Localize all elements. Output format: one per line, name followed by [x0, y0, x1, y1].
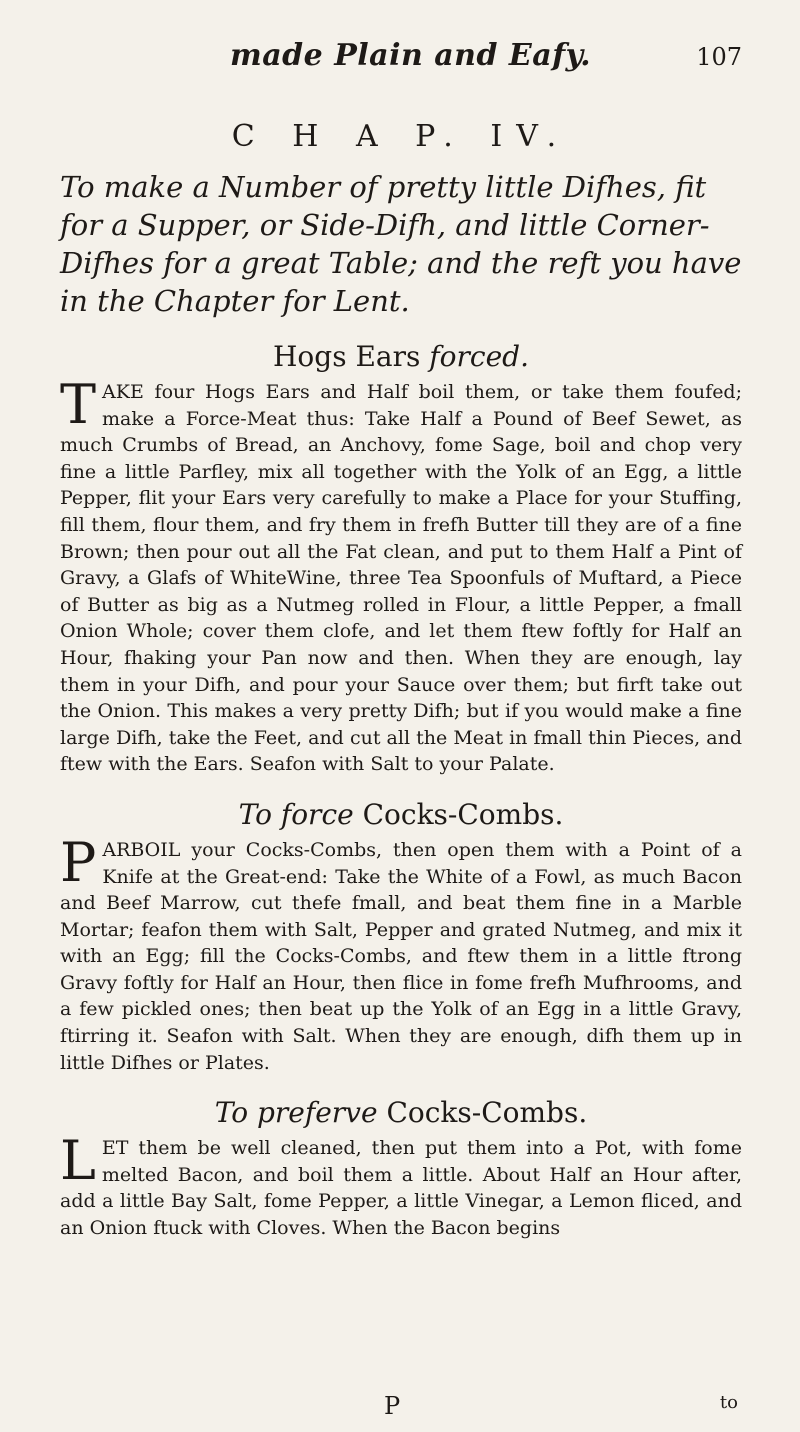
- recipe-preserve-cocks-combs: [60, 1096, 742, 1241]
- recipe-title-italic: forced.: [429, 340, 529, 373]
- recipe-title-roman: Hogs Ears: [273, 340, 430, 373]
- recipe-hogs-ears: [60, 340, 742, 778]
- drop-cap: T: [60, 373, 97, 436]
- catchword: to: [719, 1392, 738, 1413]
- recipe-text: AKE four Hogs Ears and Half boil them, or take them foufed; make a Force-Meat thus: Take Half a Pound of Beef Sewet, as much Crumbs of Bread, an Anchovy, fome Sage, boil and chop very fine a little Parfley, mix all together with the Yolk of an Egg, a little Pepper, flit your Ears very carefully to make a Place for your Stuffing, fill them, flour them, and fry them in frefh Butter till they are of a fine Brown; then pour out all the Fat clean, and put to them Half a Pint of Gravy, a Glafs of WhiteWine, three Tea Spoonfuls of Muftard, a Piece of Butter as big as a Nutmeg rolled in Flour, a little Pepper, a fmall Onion Whole; cover them clofe, and let them ftew foftly for Half an Hour, fhaking your Pan now and then. When they are enough, lay them in your Difh, and pour your Sauce over them; but firft take out the Onion. This makes a very pretty Difh; but if you would make a fine large Difh, take the Feet, and cut all the Meat in fmall thin Pieces, and ftew with the Ears. Seafon with Salt to your Palate.: [60, 381, 742, 776]
- chapter-subtitle: To make a Number of pretty little Difhes, fit for a Supper, or Side-Difh, and little Corner-Difhes for a great Table; and the reft you have in the Chapter for Lent.: [60, 170, 742, 318]
- drop-cap: L: [60, 1129, 96, 1193]
- running-head: [60, 38, 742, 73]
- recipe-body: [60, 830, 742, 1076]
- recipe-title: [60, 340, 742, 373]
- recipe-body: [60, 373, 742, 778]
- drop-cap: P: [60, 830, 97, 894]
- signature-mark: P: [384, 1392, 401, 1420]
- page-number: 107: [696, 43, 742, 71]
- recipe-title-italic: To force: [238, 797, 363, 831]
- recipe-title: [60, 1096, 742, 1129]
- recipe-force-cocks-combs: [60, 798, 742, 1076]
- recipe-body: [60, 1129, 742, 1241]
- recipe-text: ARBOIL your Cocks-Combs, then open them with a Point of a Knife at the Great-end: Take the White of a Fowl, as much Bacon and Beef Marrow, cut thefe fmall, and beat them fine in a Marble Mortar; feafon them with Salt, Pepper and grated Nutmeg, and mix it with an Egg; fill the Cocks-Combs, and ftew them in a little ftrong Gravy foftly for Half an Hour, then flice in fome frefh Mufhrooms, and a few pickled ones; then beat up the Yolk of an Egg in a little Gravy, ftirring it. Seafon with Salt. When they are enough, difh them up in little Difhes or Plates.: [60, 838, 742, 1074]
- running-title: made Plain and Eafy.: [230, 38, 592, 73]
- recipe-title-italic: To preferve: [214, 1096, 387, 1130]
- chapter-heading: C H A P. IV.: [231, 119, 571, 154]
- recipe-text: ET them be well cleaned, then put them into a Pot, with fome melted Bacon, and boil them a little. About Half an Hour after, add a little Bay Salt, fome Pepper, a little Vinegar, a Lemon fliced, and an Onion ftuck with Cloves. When the Bacon begins: [60, 1137, 742, 1240]
- recipe-title-roman: Cocks-Combs.: [362, 797, 564, 831]
- recipe-title: [60, 798, 742, 831]
- recipe-title-roman: Cocks-Combs.: [386, 1096, 588, 1130]
